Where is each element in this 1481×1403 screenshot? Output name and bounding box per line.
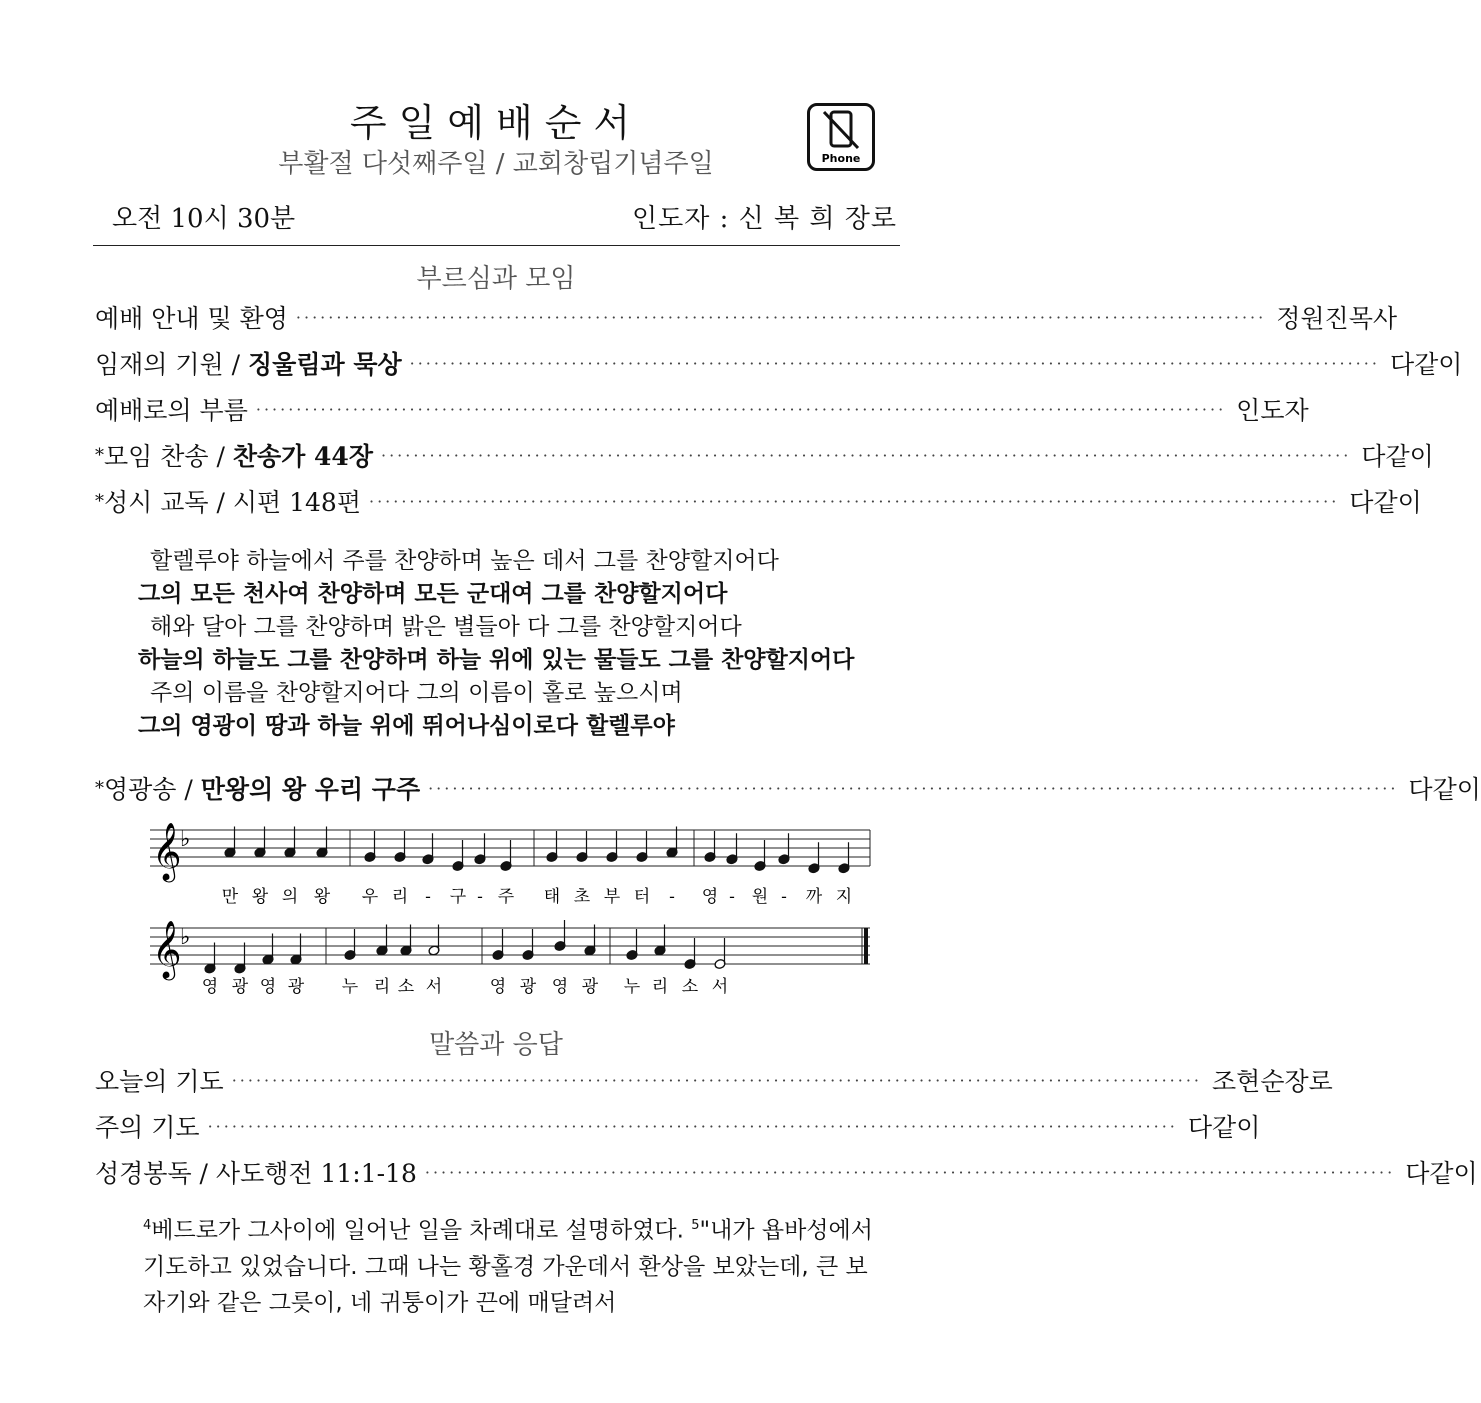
responsible-char: 조 xyxy=(1212,1067,1237,1096)
verse-4-number: 4 xyxy=(143,1218,152,1233)
item-label: 예배 안내 및 환영 xyxy=(95,304,288,333)
item-label: 주의 기도 xyxy=(95,1113,200,1142)
item-responsible xyxy=(1361,437,1433,473)
lyric-syllable: 리 xyxy=(391,887,409,907)
lyric-syllable: 광 xyxy=(519,977,537,997)
responsible-char: 이 xyxy=(1409,442,1434,471)
lyric-syllable: 의 xyxy=(281,887,299,907)
item-label: 성경봉독 / 사도행전 11:1-18 xyxy=(95,1159,417,1188)
lyric-syllable: - xyxy=(729,887,735,907)
lyric-syllable: 우 xyxy=(361,887,379,907)
responsible-char: 진 xyxy=(1324,304,1349,333)
item-responsible xyxy=(1408,770,1480,806)
leader-dots: ························································································································ xyxy=(424,1162,1396,1182)
lyric-syllable: 구 xyxy=(449,887,467,907)
order-item xyxy=(95,436,1434,474)
item-responsible xyxy=(1188,1108,1260,1144)
item-label-bold: 징울림과 묵상 xyxy=(248,350,402,379)
no-phone-icon xyxy=(807,103,875,171)
lyric-syllable: 누 xyxy=(341,977,359,997)
lyric-syllable: 주 xyxy=(497,887,515,907)
verse-4: 베드로가 그사이에 일어난 일을 차례대로 설명하였다. xyxy=(151,1217,692,1244)
lyric-syllable: 만 xyxy=(221,887,239,907)
psalm-leader-line: 주의 이름을 찬양할지어다 그의 이름이 홀로 높으시며 xyxy=(150,680,683,706)
item-responsible xyxy=(1405,1154,1477,1190)
standing-mark: * xyxy=(95,490,104,512)
responsible-char: 다 xyxy=(1187,1113,1213,1142)
lyric-syllable: 왕 xyxy=(251,887,269,907)
responsible-char: 다 xyxy=(1389,350,1415,379)
responsible-char: 다 xyxy=(1361,442,1386,471)
leader-dots: ························································································································ xyxy=(295,307,1267,327)
service-time: 오전 10시 30분 xyxy=(112,204,296,234)
lyric-syllable: - xyxy=(477,887,483,907)
responsive-reading xyxy=(130,545,910,743)
staff-line-2 xyxy=(150,920,870,997)
lyric-syllable: 영 xyxy=(201,977,219,997)
flat-key-icon: ♭ xyxy=(180,827,191,852)
order-item xyxy=(95,390,1309,428)
lyric-syllable: 광 xyxy=(287,977,305,997)
leader-dots: ························································································································ xyxy=(368,491,1340,511)
standing-mark: * xyxy=(95,444,104,466)
lyric-syllable: 초 xyxy=(573,887,591,907)
lyric-syllable: 부 xyxy=(603,887,621,907)
order-item xyxy=(95,1107,1261,1145)
responsible-char: 다 xyxy=(1408,775,1433,804)
responsible-char: 같 xyxy=(1414,350,1439,379)
item-label: 예배로의 부름 xyxy=(95,396,248,425)
header-divider xyxy=(93,245,900,246)
leader-dots: ························································································································ xyxy=(207,1116,1178,1136)
item-responsible xyxy=(1276,299,1397,335)
flat-key-icon: ♭ xyxy=(180,925,191,950)
treble-clef-icon: 𝄞 xyxy=(152,822,182,880)
page-subtitle: 부활절 다섯째주일 / 교회창립기념주일 xyxy=(278,149,714,179)
lyric-syllable: 서 xyxy=(711,977,729,997)
responsible-char: 같 xyxy=(1432,775,1457,804)
leader-dots: ························································································································ xyxy=(231,1070,1203,1090)
lyric-syllable: 광 xyxy=(581,977,599,997)
responsible-char: 도 xyxy=(1260,396,1285,425)
psalm-congregation-line: 그의 모든 천사여 찬양하며 모든 군대여 그를 찬양할지어다 xyxy=(138,581,728,607)
responsible-char: 같 xyxy=(1212,1113,1237,1142)
order-item xyxy=(95,344,1463,382)
gloria-row xyxy=(95,769,1481,807)
responsible-char: 로 xyxy=(1308,1067,1333,1096)
responsible-char: 같 xyxy=(1429,1159,1454,1188)
lyric-syllable: 까 xyxy=(805,887,823,907)
responsible-char: 현 xyxy=(1236,1067,1261,1096)
treble-clef-icon: 𝄞 xyxy=(152,920,182,978)
item-responsible xyxy=(1212,1062,1333,1098)
order-item xyxy=(95,482,1422,520)
lyric-syllable: 소 xyxy=(397,977,415,997)
item-responsible xyxy=(1349,483,1421,519)
psalm-leader-line: 해와 달아 그를 찬양하며 밝은 별들아 다 그를 찬양할지어다 xyxy=(150,614,742,640)
psalm-leader-line: 할렐루야 하늘에서 주를 찬양하며 높은 데서 그를 찬양할지어다 xyxy=(150,548,779,574)
responsible-char: 다 xyxy=(1349,488,1374,517)
responsible-char: 다 xyxy=(1405,1159,1430,1188)
responsible-char: 장 xyxy=(1284,1067,1309,1096)
responsible-char: 순 xyxy=(1260,1067,1285,1096)
item-label: 영광송 / 만왕의 왕 우리 구주 xyxy=(104,775,421,804)
leader-dots: ························································································································ xyxy=(380,445,1352,465)
lyric-syllable: 리 xyxy=(373,977,391,997)
responsible-char: 원 xyxy=(1300,304,1325,333)
responsible-char: 목 xyxy=(1348,304,1373,333)
responsible-char: 이 xyxy=(1453,1159,1478,1188)
item-responsible xyxy=(1236,391,1308,427)
item-label: 오늘의 기도 xyxy=(95,1067,224,1096)
lyric-syllable: 지 xyxy=(835,887,853,907)
lyric-syllable: 리 xyxy=(651,977,669,997)
verse-5: "내가 욥바성에서 기도하고 있었습니다. 그때 나는 황홀경 가운데서 환상을 보았는데, 큰 보자기와 같은 그릇이, 네 귀퉁이가 끈에 매달려서 xyxy=(143,1217,873,1316)
lyric-syllable: 터 xyxy=(633,887,651,907)
responsible-char: 자 xyxy=(1284,396,1309,425)
lyric-syllable: 영 xyxy=(489,977,507,997)
lyric-syllable: 영 xyxy=(551,977,569,997)
responsible-char: 같 xyxy=(1373,488,1398,517)
item-label-bold: 만왕의 왕 우리 구주 xyxy=(200,775,421,804)
responsible-char: 이 xyxy=(1456,775,1481,804)
psalm-congregation-line: 하늘의 하늘도 그를 찬양하며 하늘 위에 있는 물들도 그를 찬양할지어다 xyxy=(138,647,855,673)
phone-label: Phone xyxy=(821,152,861,165)
order-item xyxy=(95,298,1397,336)
scripture-text xyxy=(143,1208,873,1321)
lyric-syllable: 원 xyxy=(751,887,769,907)
lyric-syllable: 소 xyxy=(681,977,699,997)
worship-leader: 인도자 : 신 복 희 장로 xyxy=(631,204,897,234)
page-title: 주일예배순서 xyxy=(349,101,643,145)
item-responsible xyxy=(1390,345,1462,381)
lyric-syllable: - xyxy=(425,887,431,907)
staff-line-1 xyxy=(150,822,870,907)
lyric-syllable: 서 xyxy=(425,977,443,997)
section-gathering: 부르심과 모임 xyxy=(416,264,576,294)
order-item xyxy=(95,1153,1478,1191)
order-item xyxy=(95,1061,1333,1099)
responsible-char: 이 xyxy=(1438,350,1463,379)
standing-mark: * xyxy=(95,777,104,799)
verse-5-number: 5 xyxy=(691,1218,700,1233)
lyric-syllable: - xyxy=(669,887,675,907)
leader-dots: ························································································································ xyxy=(428,778,1399,798)
lyric-syllable: - xyxy=(781,887,787,907)
leader-dots: ························································································································ xyxy=(409,353,1380,373)
lyric-syllable: 광 xyxy=(231,977,249,997)
responsible-char: 정 xyxy=(1276,304,1301,333)
lyric-syllable: 영 xyxy=(701,887,719,907)
item-label: 성시 교독 / 시편 148편 xyxy=(104,488,361,517)
responsible-char: 같 xyxy=(1385,442,1410,471)
lyric-syllable: 왕 xyxy=(313,887,331,907)
leader-dots: ························································································································ xyxy=(255,399,1227,419)
responsible-char: 이 xyxy=(1236,1113,1261,1142)
item-label-bold: 찬송가 44장 xyxy=(232,442,373,471)
lyric-syllable: 영 xyxy=(259,977,277,997)
lyric-syllable: 누 xyxy=(623,977,641,997)
lyric-syllable: 태 xyxy=(543,887,561,907)
item-label: 모임 찬송 / 찬송가 44장 xyxy=(104,442,373,471)
item-label: 임재의 기원 / 징울림과 묵상 xyxy=(95,350,402,379)
section-word: 말씀과 응답 xyxy=(429,1030,563,1060)
psalm-congregation-line: 그의 영광이 땅과 하늘 위에 뛰어나심이로다 할렐루야 xyxy=(138,713,675,739)
responsible-char: 사 xyxy=(1372,304,1397,333)
responsible-char: 인 xyxy=(1236,396,1261,425)
responsible-char: 이 xyxy=(1397,488,1422,517)
music-score xyxy=(150,820,880,1010)
